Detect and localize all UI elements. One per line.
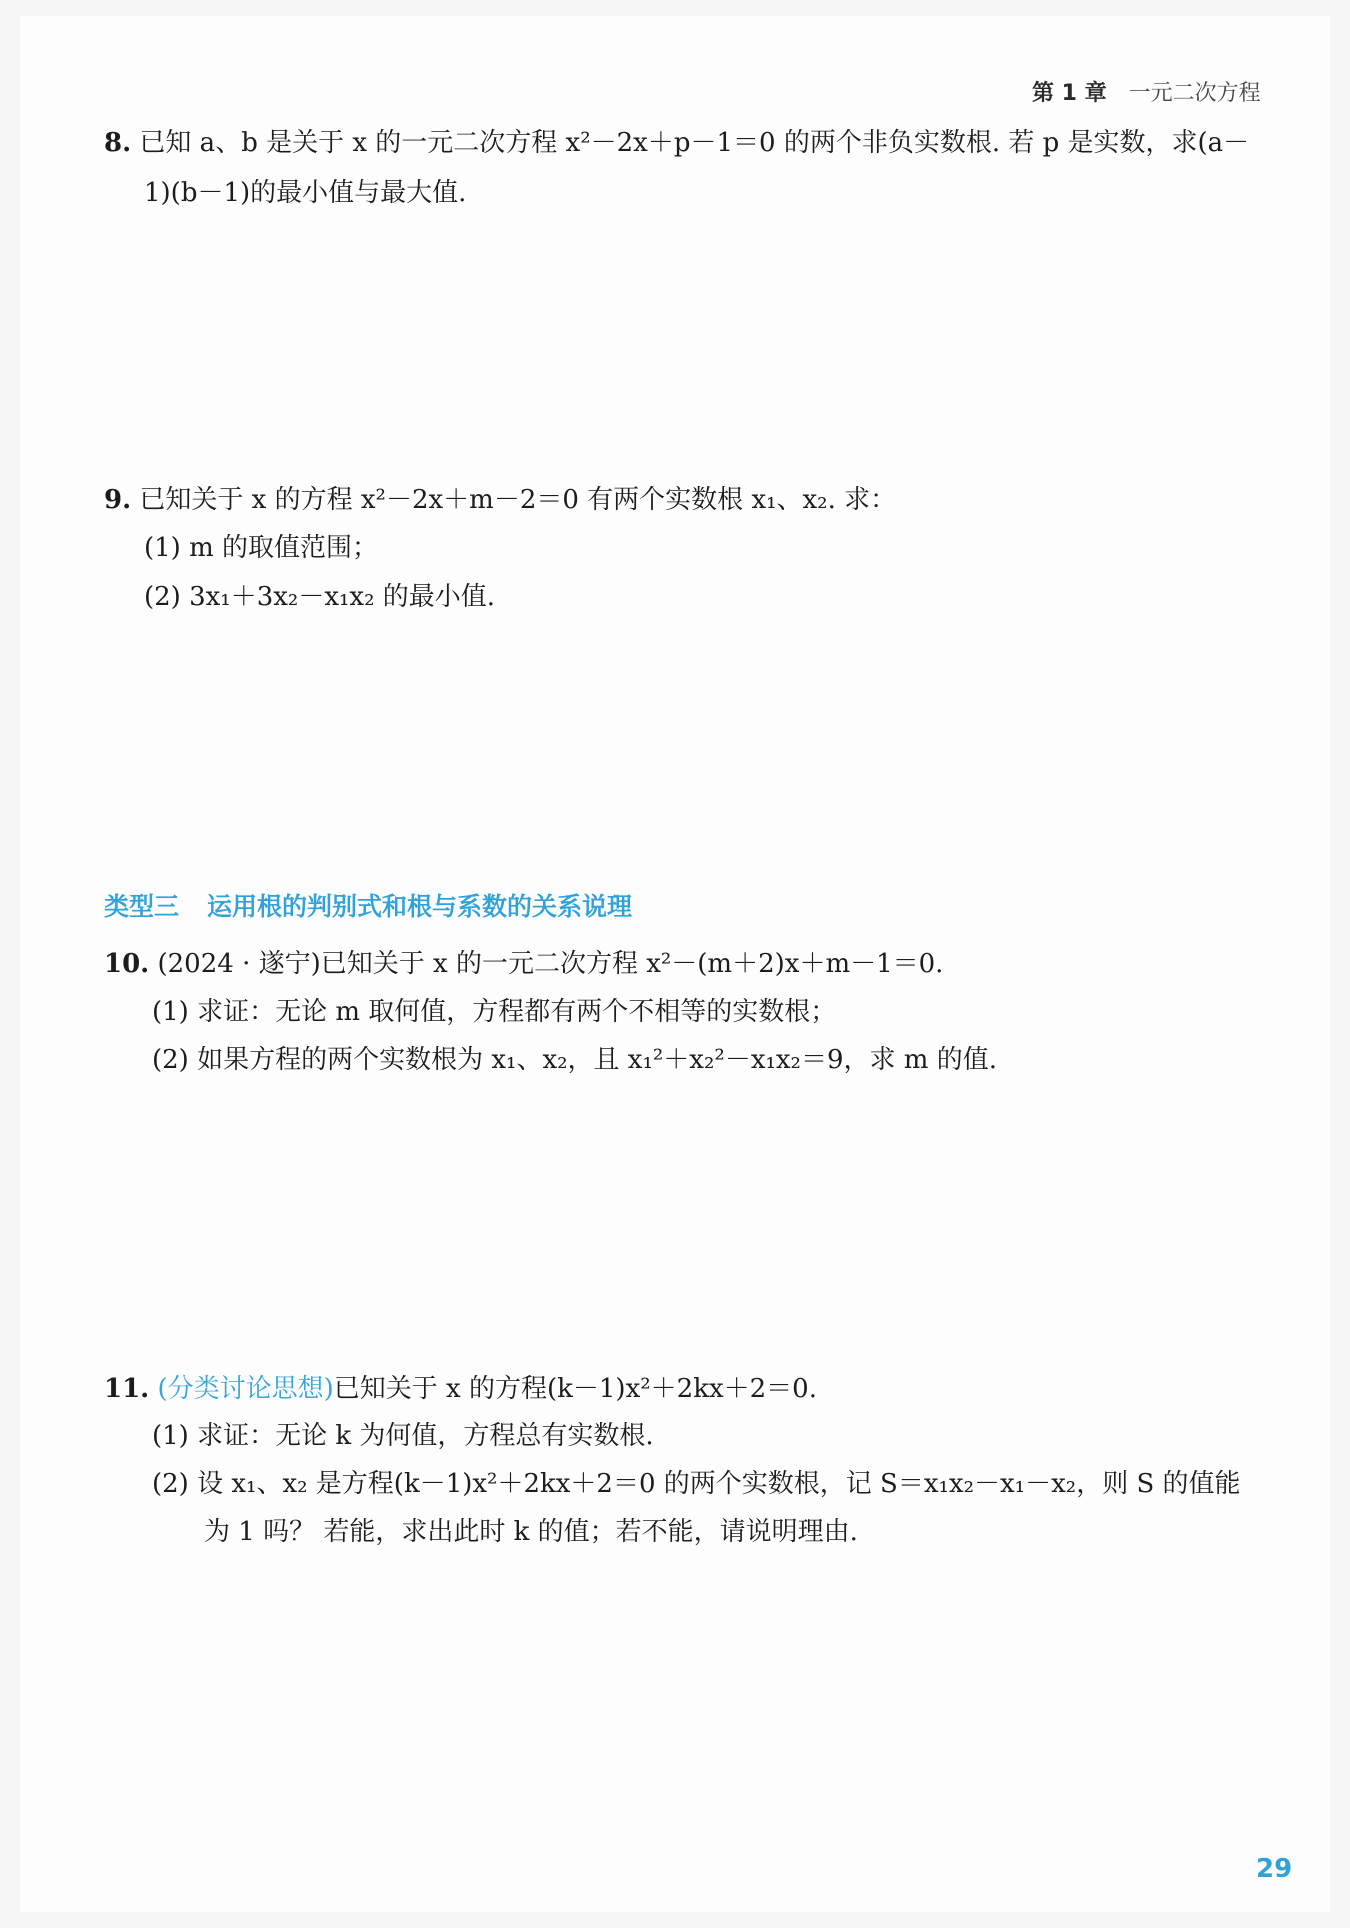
running-header bbox=[1032, 76, 1261, 107]
problem-number: 9. bbox=[104, 485, 132, 515]
method-hint: (分类讨论思想) bbox=[157, 1374, 334, 1404]
problem-10-line-1: 10. (2024 · 遂宁)已知关于 x 的一元二次方程 x²－(m＋2)x＋m－1＝0. bbox=[104, 949, 944, 979]
problem-11-line-1: 11. (分类讨论思想)已知关于 x 的方程(k－1)x²＋2kx＋2＝0. bbox=[104, 1374, 817, 1404]
problem-number: 8. bbox=[104, 128, 132, 158]
problem-9-part-1: (1) m 的取值范围； bbox=[144, 533, 379, 563]
problem-11-part-2: (2) 设 x₁、x₂ 是方程(k－1)x²＋2kx＋2＝0 的两个实数根，记 S＝x₁x₂－x₁－x₂，则 S 的值能 bbox=[152, 1469, 1241, 1499]
problem-number: 10. bbox=[104, 949, 150, 979]
problem-11-part-1: (1) 求证：无论 k 为何值，方程总有实数根. bbox=[152, 1421, 654, 1451]
problem-10-part-2: (2) 如果方程的两个实数根为 x₁、x₂，且 x₁²＋x₂²－x₁x₂＝9，求 m 的值. bbox=[152, 1045, 997, 1075]
problem-9-part-2: (2) 3x₁＋3x₂－x₁x₂ 的最小值. bbox=[144, 582, 496, 612]
problem-8-line-2: 1)(b－1)的最小值与最大值. bbox=[144, 178, 467, 208]
problem-10-part-1: (1) 求证：无论 m 取何值，方程都有两个不相等的实数根； bbox=[152, 997, 837, 1027]
problem-11-part-2-cont: 为 1 吗？ 若能，求出此时 k 的值；若不能，请说明理由. bbox=[204, 1517, 858, 1547]
chapter-title: 一元二次方程 bbox=[1128, 81, 1261, 106]
problem-8-line-1: 8. 已知 a、b 是关于 x 的一元二次方程 x²－2x＋p－1＝0 的两个非负实数根. 若 p 是实数，求(a－ bbox=[104, 128, 1250, 158]
section-heading bbox=[104, 887, 632, 923]
page-number: 29 bbox=[1256, 1854, 1293, 1884]
section-title: 运用根的判别式和根与系数的关系说理 bbox=[207, 892, 633, 921]
problem-9-line-1: 9. 已知关于 x 的方程 x²－2x＋m－2＝0 有两个实数根 x₁、x₂. 求： bbox=[104, 485, 897, 515]
problem-number: 11. bbox=[104, 1374, 150, 1404]
chapter-label: 第 1 章 bbox=[1032, 81, 1107, 106]
section-label: 类型三 bbox=[104, 892, 180, 921]
